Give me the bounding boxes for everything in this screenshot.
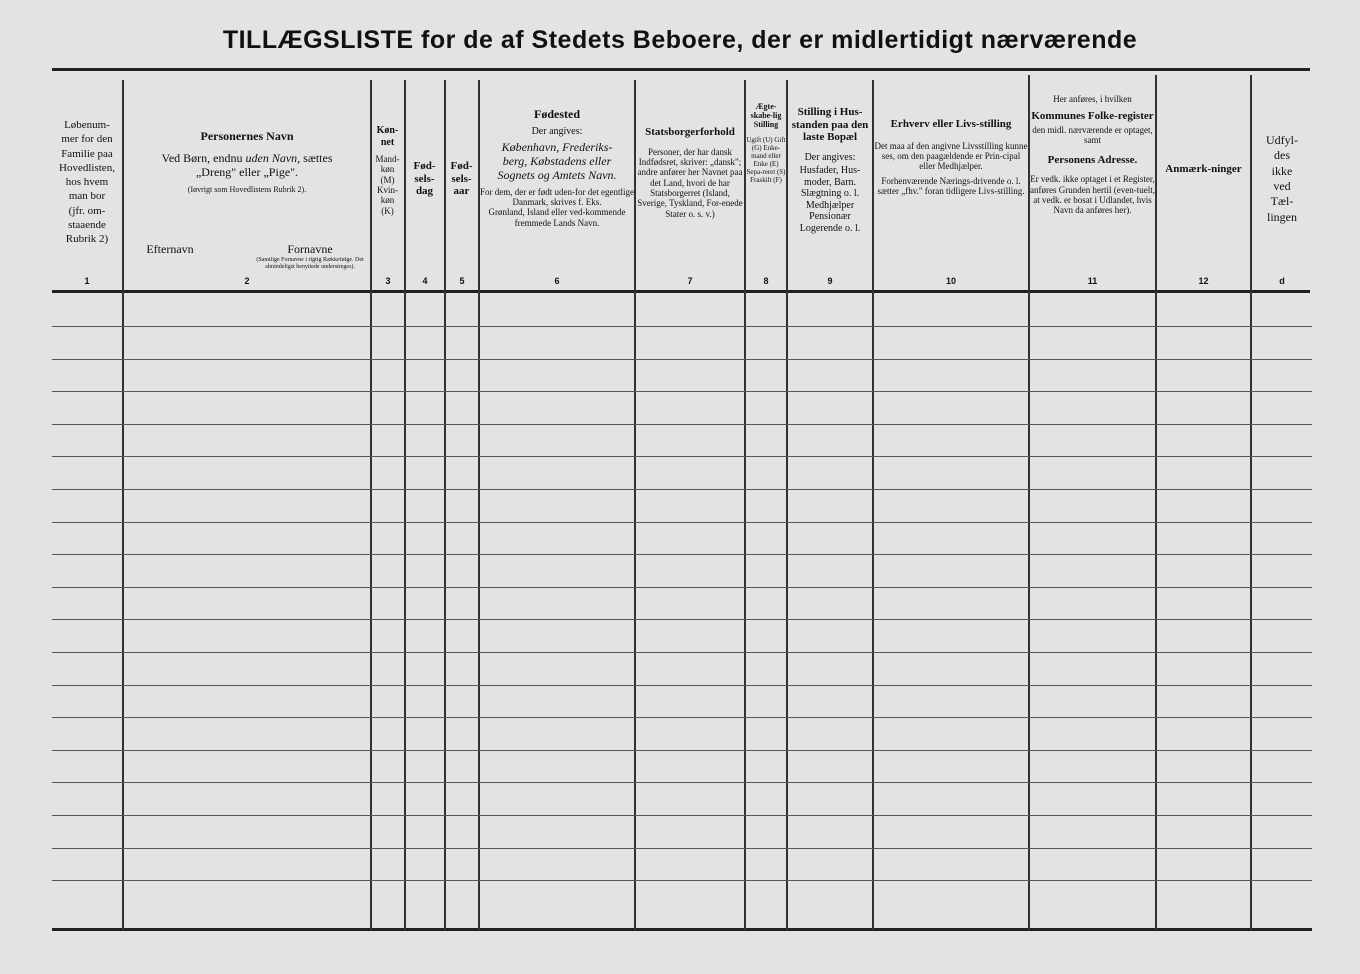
- surname-label: Efternavn: [146, 243, 194, 256]
- column-number: 5: [459, 276, 465, 286]
- column-divider: [744, 80, 746, 930]
- bottom-rule: [52, 928, 1312, 931]
- header-col-2: Personernes Navn Ved Børn, endnu uden Navn, sættes „Dreng" eller „Pige". (Iøvrigt som Hovedlistens Rubrik 2).: [161, 130, 333, 195]
- column-number: d: [1279, 276, 1285, 286]
- header-col-5: Fød- sels- aar: [450, 160, 473, 198]
- column-number: 4: [422, 276, 428, 286]
- column-divider: [122, 80, 124, 930]
- column-divider: [872, 80, 874, 930]
- header-col-11: Her anføres, i hvilken Kommunes Folke-register den midl. nærværende er optaget, samt Personens Adresse. Er vedk. ikke optaget i et Register, anføres Grunden hertil (even-tuelt, at vedk. er bosat i Udlandet, hvis Navn da anføres her).: [1030, 94, 1155, 216]
- column-divider: [1155, 75, 1157, 930]
- header-col-7: Statsborgerforhold Personer, der har dansk Indfødsret, skriver: „dansk"; andre anfører her Navnet paa det Land, hvori de har Statsborgerret (Island, Sverige, Tyskland, For-enede Stater o. s. v.): [637, 126, 743, 219]
- column-number: 6: [554, 276, 560, 286]
- entry-row-line: [52, 424, 1312, 425]
- entry-row-line: [52, 782, 1312, 783]
- header-col-6: Fødested Der angives: København, Frederiks- berg, Købstadens eller Sognets og Amtets Navn. For dem, der er født uden-for det egentlige Danmark, skrives f. Eks. Grønland, Island eller ved-kommende fremmede Lands Navn.: [480, 108, 634, 228]
- entry-row-line: [52, 326, 1312, 327]
- entry-row-line: [52, 359, 1312, 360]
- header-col-3: Køn-net Mand- køn (M) Kvin- køn (K): [375, 125, 400, 216]
- header-col-1: Løbenum- mer for den Familie paa Hovedlisten, hos hvem man bor (jfr. om- staaende Rubrik 2): [59, 119, 115, 246]
- given-names-label: Fornavne: [287, 243, 333, 256]
- header-col-9: Stilling i Hus-standen paa den laste Bopæl Der angives: Husfader, Hus-moder, Barn. Slægtning o. l. Medhjælper Pensionær Logerende o. l.: [791, 106, 869, 234]
- entry-row-line: [52, 685, 1312, 686]
- entry-row-line: [52, 456, 1312, 457]
- header-col-4: Fød- sels- dag: [413, 160, 436, 198]
- header-col-10: Erhverv eller Livs-stilling Det maa af den angivne Livsstilling kunne ses, om den paagældende er Prin-cipal eller Medhjælper. Forhenværende Nærings-drivende o. l. sætter „fhv." foran tidligere Livs-stilling.: [874, 118, 1028, 197]
- entry-row-line: [52, 717, 1312, 718]
- entry-row-line: [52, 391, 1312, 392]
- column-divider: [444, 80, 446, 930]
- entry-row-line: [52, 522, 1312, 523]
- column-number: 10: [945, 276, 956, 286]
- column-number: 3: [385, 276, 391, 286]
- entry-row-line: [52, 815, 1312, 816]
- header-bottom-rule: [52, 290, 1310, 293]
- entry-row-line: [52, 880, 1312, 881]
- column-number: 8: [763, 276, 769, 286]
- column-number: 1: [84, 276, 90, 286]
- given-names-note: (Samtlige Fornavne i rigtig Rækkefølge. Det almindeligst benyttede understreges).: [256, 257, 364, 270]
- entry-row-line: [52, 619, 1312, 620]
- entry-row-line: [52, 587, 1312, 588]
- column-number: 9: [827, 276, 833, 286]
- entry-row-line: [52, 652, 1312, 653]
- header-col-12: Anmærk-ninger: [1165, 163, 1242, 175]
- entry-row-line: [52, 554, 1312, 555]
- top-rule: [52, 68, 1310, 71]
- header-col-8: Ægte-skabe-lig Stilling Ugift (U) Gift (G) Enke-mand eller Enke (E) Sepa-reret (S) Fraskilt (F): [746, 102, 786, 184]
- column-number: 12: [1198, 276, 1209, 286]
- header-col-d: Udfyl- des ikke ved Tæl- lingen: [1266, 133, 1298, 224]
- entry-row-line: [52, 489, 1312, 490]
- column-divider: [404, 80, 406, 930]
- column-number: 11: [1087, 276, 1098, 286]
- column-number: 2: [244, 276, 250, 286]
- column-number: 7: [687, 276, 693, 286]
- entry-row-line: [52, 750, 1312, 751]
- form-title: TILLÆGSLISTE for de af Stedets Beboere, der er midlertidigt nærværende: [222, 26, 1138, 54]
- entry-row-line: [52, 848, 1312, 849]
